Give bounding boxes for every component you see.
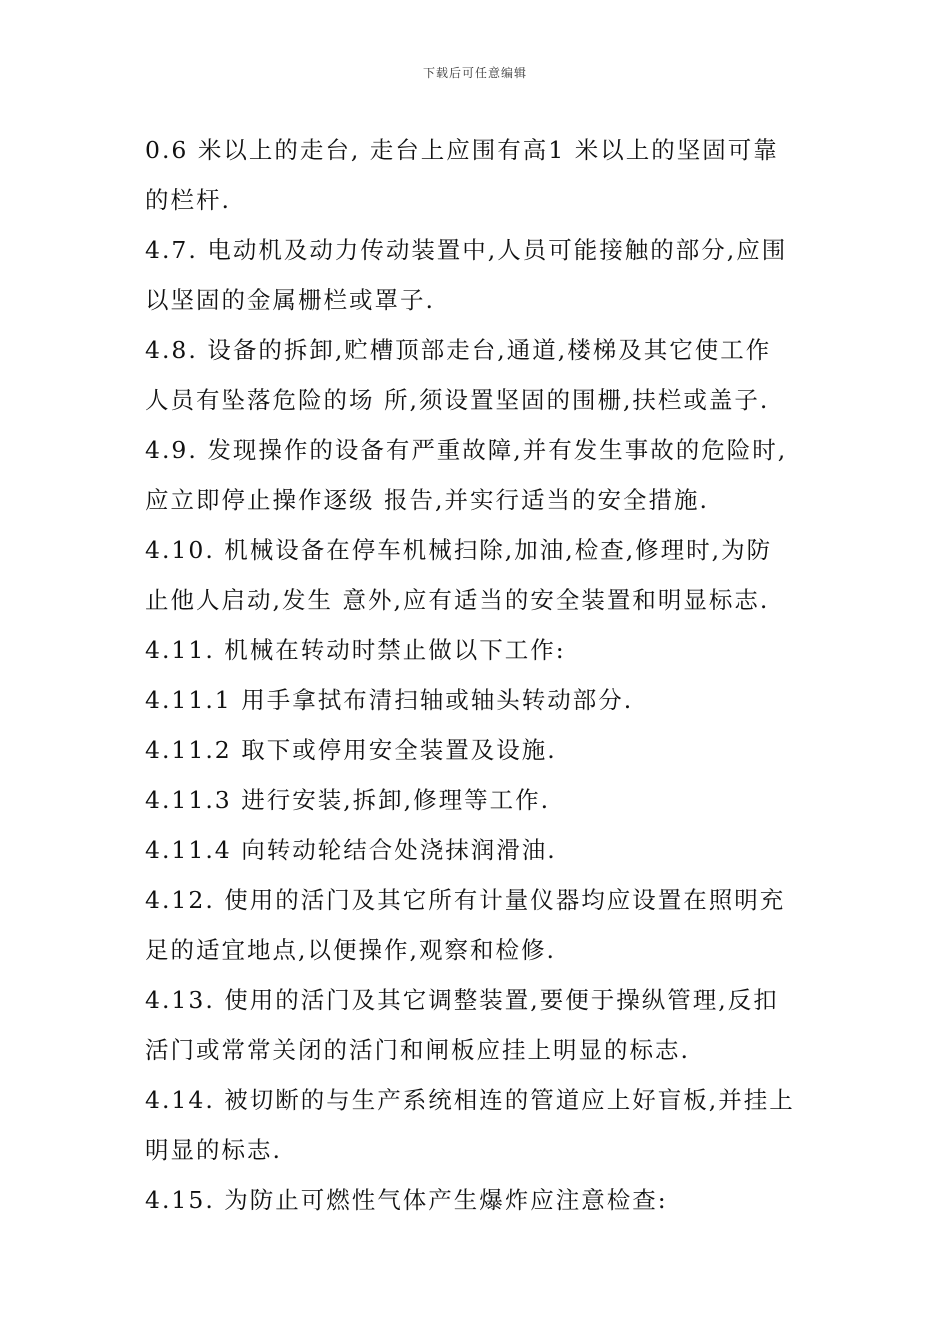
text-line: 以坚固的金属栅栏或罩子. xyxy=(145,286,435,314)
text-line: 活门或常常关闭的活门和闸板应挂上明显的标志. xyxy=(145,1036,690,1064)
text-line: 4.11. 机械在转动时禁止做以下工作: xyxy=(145,636,566,664)
text-line: 4.11.1 用手拿拭布清扫轴或轴头转动部分. xyxy=(145,686,634,714)
text-line: 4.8. 设备的拆卸,贮槽顶部走台,通道,楼梯及其它使工作 xyxy=(145,336,772,364)
text-line: 明显的标志. xyxy=(145,1136,282,1164)
text-line: 4.14. 被切断的与生产系统相连的管道应上好盲板,并挂上 xyxy=(145,1086,795,1114)
text-line: 的栏杆. xyxy=(145,186,231,214)
text-line: 止他人启动,发生 意外,应有适当的安全装置和明显标志. xyxy=(145,586,770,614)
text-line: 应立即停止操作逐级 报告,并实行适当的安全措施. xyxy=(145,486,709,514)
page-header: 下载后可任意编辑 xyxy=(422,66,527,80)
text-line: 4.13. 使用的活门及其它调整装置,要便于操纵管理,反扣 xyxy=(145,986,779,1014)
text-line: 4.15. 为防止可燃性气体产生爆炸应注意检查: xyxy=(145,1186,668,1214)
text-line: 人员有坠落危险的场 所,须设置坚固的围栅,扶栏或盖子. xyxy=(145,386,770,414)
text-line: 4.11.4 向转动轮结合处浇抹润滑油. xyxy=(145,836,557,864)
text-line: 足的适宜地点,以便操作,观察和检修. xyxy=(145,936,556,964)
document-body xyxy=(145,128,805,1228)
text-line: 4.7. 电动机及动力传动装置中,人员可能接触的部分,应围 xyxy=(145,236,788,264)
text-line: 4.9. 发现操作的设备有严重故障,并有发生事故的危险时, xyxy=(145,436,788,464)
text-line: 0.6 米以上的走台, 走台上应围有高1 米以上的坚固可靠 xyxy=(145,136,779,164)
text-line: 4.10. 机械设备在停车机械扫除,加油,检查,修理时,为防 xyxy=(145,536,773,564)
text-line: 4.12. 使用的活门及其它所有计量仪器均应设置在照明充 xyxy=(145,886,786,914)
text-line: 4.11.3 进行安装,拆卸,修理等工作. xyxy=(145,786,551,814)
text-line: 4.11.2 取下或停用安全装置及设施. xyxy=(145,736,557,764)
